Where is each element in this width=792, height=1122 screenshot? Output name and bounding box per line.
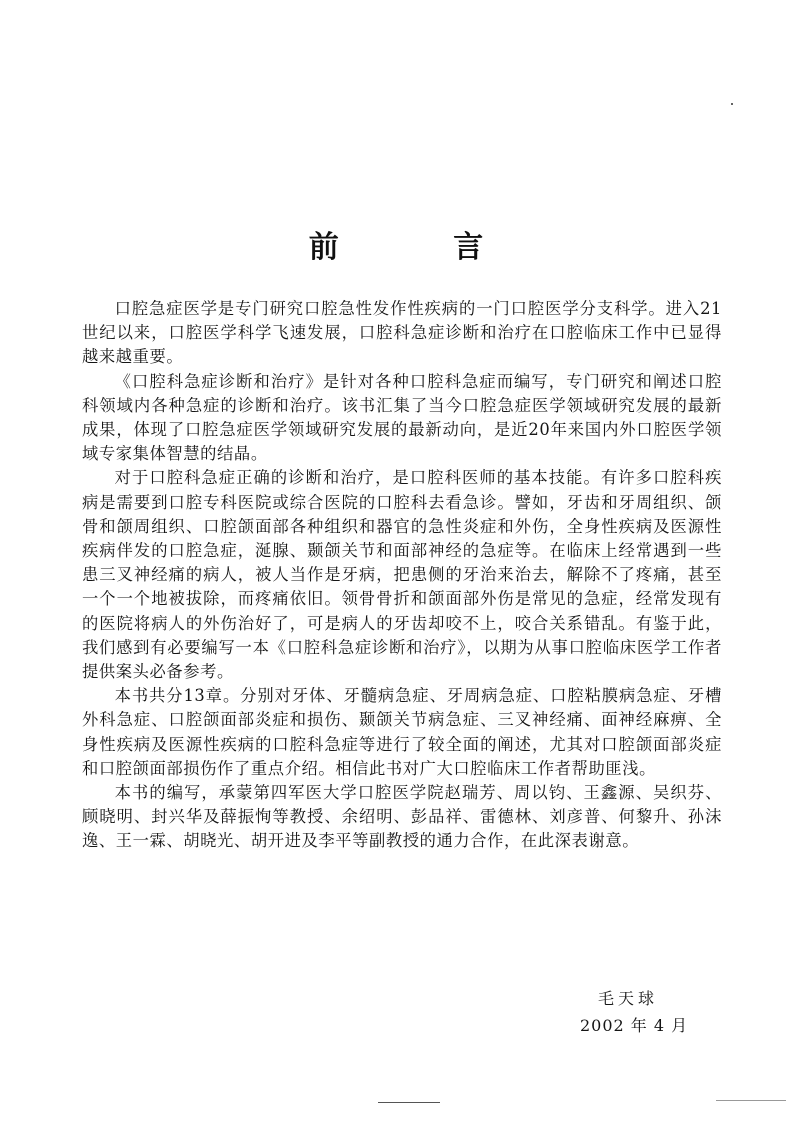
scan-speck [731, 103, 733, 105]
footer-rule [378, 1102, 440, 1103]
paragraph-4: 本书共分13章。分别对牙体、牙髓病急症、牙周病急症、口腔粘膜病急症、牙槽外科急症、口腔颌面部炎症和损伤、颞颌关节病急症、三叉神经痛、面神经麻痹、全身性疾病及医源性疾病的口腔科急症等进行了较全面的阐述，尤其对口腔颌面部炎症和口腔颌面部损伤作了重点介绍。相信此书对广大口腔临床工作者帮助匪浅。 [82, 686, 722, 778]
paragraph-2: 《口腔科急症诊断和治疗》是针对各种口腔科急症而编写，专门研究和阐述口腔科领域内各种急症的诊断和治疗。该书汇集了当今口腔急症医学领域研究发展的最新成果，体现了口腔急症医学领域研究发展的最新动向，是近20年来国内外口腔医学领域专家集体智慧的结晶。 [82, 371, 722, 464]
paragraph-3: 对于口腔科急症正确的诊断和治疗，是口腔科医师的基本技能。有许多口腔科疾病是需要到口腔专科医院或综合医院的口腔科去看急诊。譬如，牙齿和牙周组织、颌骨和颌周组织、口腔颌面部各种组织和器官的急性炎症和外伤，全身性疾病及医源性疾病伴发的口腔急症，涎腺、颞颌关节和面部神经的急症等。在临床上经常遇到一些患三叉神经痛的病人，被人当作是牙病，把患侧的牙治来治去，解除不了疼痛，甚至一个一个地被拔除，而疼痛依旧。领骨骨折和颌面部外伤是常见的急症，经常发现有的医院将病人的外伤治好了，可是病人的牙齿却咬不上，咬合关系错乱。有鉴于此，我们感到有必要编写一本《口腔科急症诊断和治疗》，以期为从事口腔临床医学工作者提供案头必备参考。 [82, 468, 722, 682]
signature-date: 2002 年 4 月 [580, 1016, 689, 1035]
footer-rule-right [716, 1100, 786, 1101]
signature-author: 毛天球 [598, 989, 659, 1008]
paragraph-1: 口腔急症医学是专门研究口腔急性发作性疾病的一门口腔医学分支科学。进入21世纪以来，口腔医学科学飞速发展，口腔科急症诊断和治疗在口腔临床工作中已显得越来越重要。 [82, 299, 722, 367]
page-title: 前 言 [308, 230, 536, 265]
preface-body [82, 297, 722, 854]
paragraph-5: 本书的编写，承蒙第四军医大学口腔医学院赵瑞芳、周以钧、王鑫源、吴织芬、顾晓明、封兴华及薛振恂等教授、余绍明、彭品祥、雷德林、刘彦普、何黎升、孙沫逸、王一霖、胡晓光、胡开进及李平等副教授的通力合作，在此深表谢意。 [82, 783, 722, 851]
